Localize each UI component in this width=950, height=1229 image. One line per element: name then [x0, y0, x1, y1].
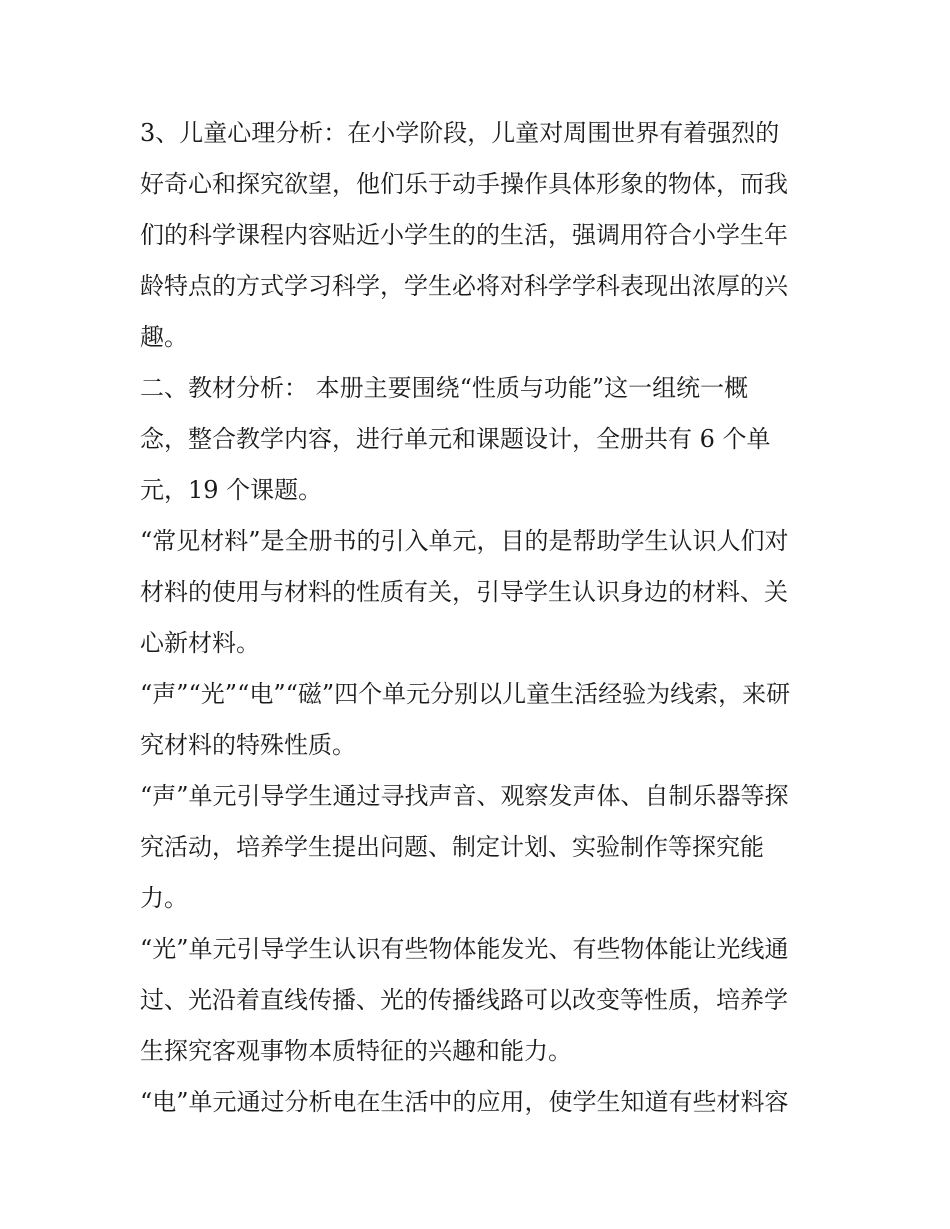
- text-line: 龄特点的方式学习科学，学生必将对科学学科表现出浓厚的兴: [140, 272, 788, 300]
- paragraph-electricity-unit: [140, 1077, 820, 1128]
- text-line: “电”单元通过分析电在生活中的应用，使学生知道有些材料容: [140, 1088, 789, 1116]
- text-line: 材料的使用与材料的性质有关，引导学生认识身边的材料、关: [140, 578, 788, 606]
- text-line: “声”“光”“电”“磁”四个单元分别以儿童生活经验为线索，来研: [140, 680, 791, 708]
- text-line: 好奇心和探究欲望，他们乐于动手操作具体形象的物体，而我: [140, 170, 788, 198]
- document-body: [140, 108, 820, 1128]
- paragraph-four-units: [140, 669, 820, 771]
- text-line: 3、儿童心理分析：在小学阶段，儿童对周围世界有着强烈的: [140, 119, 780, 147]
- text-line: 过、光沿着直线传播、光的传播线路可以改变等性质，培养学: [140, 986, 788, 1014]
- paragraph-light-unit: [140, 924, 820, 1077]
- text-line: 力。: [140, 884, 188, 912]
- text-line: 生探究客观事物本质特征的兴趣和能力。: [140, 1037, 572, 1065]
- paragraph-sound-unit: [140, 771, 820, 924]
- paragraph-textbook-analysis: [140, 363, 820, 516]
- text-line: 究材料的特殊性质。: [140, 731, 356, 759]
- text-line: “光”单元引导学生认识有些物体能发光、有些物体能让光线通: [140, 935, 789, 963]
- text-line: “声”单元引导学生通过寻找声音、观察发声体、自制乐器等探: [140, 782, 789, 810]
- text-line: 二、教材分析： 本册主要围绕“性质与功能”这一组统一概: [140, 374, 749, 402]
- text-line: 心新材料。: [140, 629, 260, 657]
- paragraph-child-psychology: [140, 108, 820, 363]
- text-line: 念，整合教学内容，进行单元和课题设计，全册共有 6 个单: [140, 425, 771, 453]
- text-line: 究活动，培养学生提出问题、制定计划、实验制作等探究能: [140, 833, 764, 861]
- text-line: 元，19 个课题。: [140, 476, 323, 504]
- paragraph-common-materials: [140, 516, 820, 669]
- text-line: “常见材料”是全册书的引入单元，目的是帮助学生认识人们对: [140, 527, 789, 555]
- text-line: 们的科学课程内容贴近小学生的的生活，强调用符合小学生年: [140, 221, 788, 249]
- text-line: 趣。: [140, 323, 188, 351]
